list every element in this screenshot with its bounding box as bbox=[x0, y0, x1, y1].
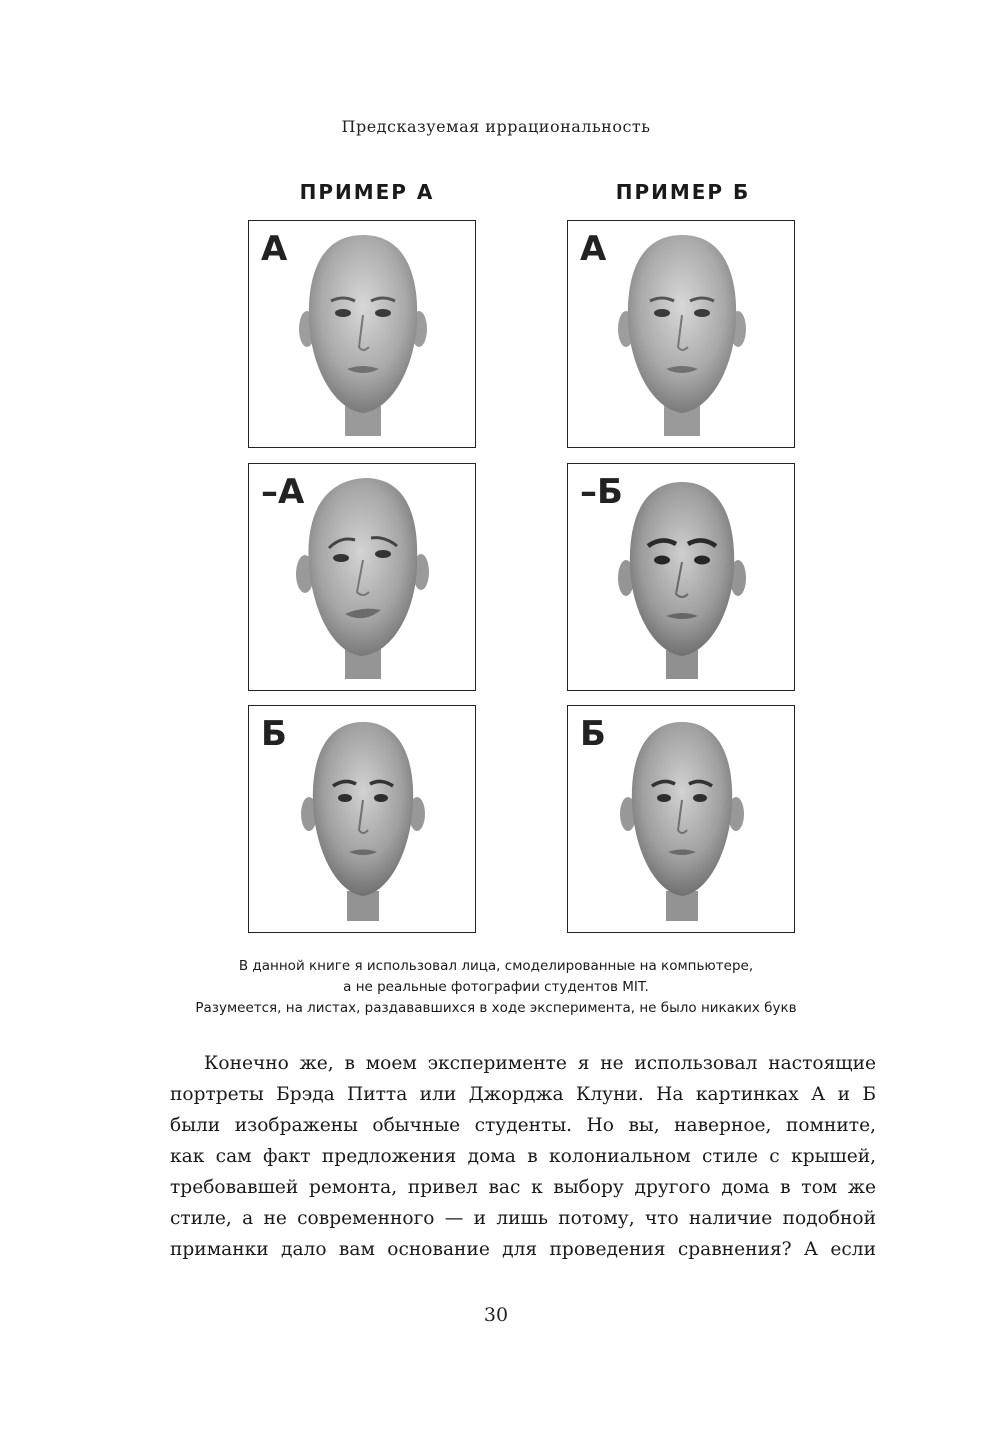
figure-panel-b3 bbox=[567, 705, 795, 933]
figure-panel-b1 bbox=[567, 220, 795, 448]
body-line: приманки дало вам основание для проведения сравнения? А если bbox=[170, 1239, 876, 1260]
face-b-image bbox=[293, 716, 433, 926]
body-line: стиле, а не современного — и лишь потому, что наличие подобной bbox=[170, 1208, 876, 1229]
panel-label: А bbox=[580, 229, 607, 269]
body-line: портреты Брэда Питта или Джорджа Клуни. На картинках А и Б bbox=[170, 1084, 876, 1105]
column-title-example-b: ПРИМЕР Б bbox=[615, 180, 751, 204]
face-b-decoy-image bbox=[612, 474, 752, 684]
running-header: Предсказуемая иррациональность bbox=[341, 117, 651, 136]
face-a-image bbox=[612, 231, 752, 441]
panel-label: Б bbox=[580, 714, 606, 754]
caption-line: а не реальные фотографии студентов MIT. bbox=[343, 979, 649, 995]
panel-label: –А bbox=[261, 472, 305, 512]
figure-panel-b2 bbox=[567, 463, 795, 691]
body-paragraph bbox=[170, 1048, 876, 1265]
panel-label: А bbox=[261, 229, 288, 269]
page-number: 30 bbox=[483, 1304, 509, 1326]
body-line: Конечно же, в моем эксперименте я не использовал настоящие bbox=[204, 1053, 876, 1074]
face-a-image bbox=[293, 231, 433, 441]
body-line: были изображены обычные студенты. Но вы, наверное, помните, bbox=[170, 1115, 876, 1136]
panel-label: Б bbox=[261, 714, 287, 754]
face-a-decoy-image bbox=[293, 474, 433, 684]
panel-label: –Б bbox=[580, 472, 623, 512]
column-title-example-a: ПРИМЕР А bbox=[299, 180, 435, 204]
body-line: как сам факт предложения дома в колониальном стиле с крышей, bbox=[170, 1146, 876, 1167]
figure-panel-a1 bbox=[248, 220, 476, 448]
figure-panel-a2 bbox=[248, 463, 476, 691]
caption-line: Разумеется, на листах, раздававшихся в ходе эксперимента, не было никаких букв bbox=[195, 1000, 797, 1016]
caption-line: В данной книге я использовал лица, смоделированные на компьютере, bbox=[238, 958, 754, 974]
figure-caption bbox=[0, 956, 992, 1019]
figure-panel-a3 bbox=[248, 705, 476, 933]
face-b-image bbox=[612, 716, 752, 926]
body-line: требовавшей ремонта, привел вас к выбору другого дома в том же bbox=[170, 1177, 876, 1198]
